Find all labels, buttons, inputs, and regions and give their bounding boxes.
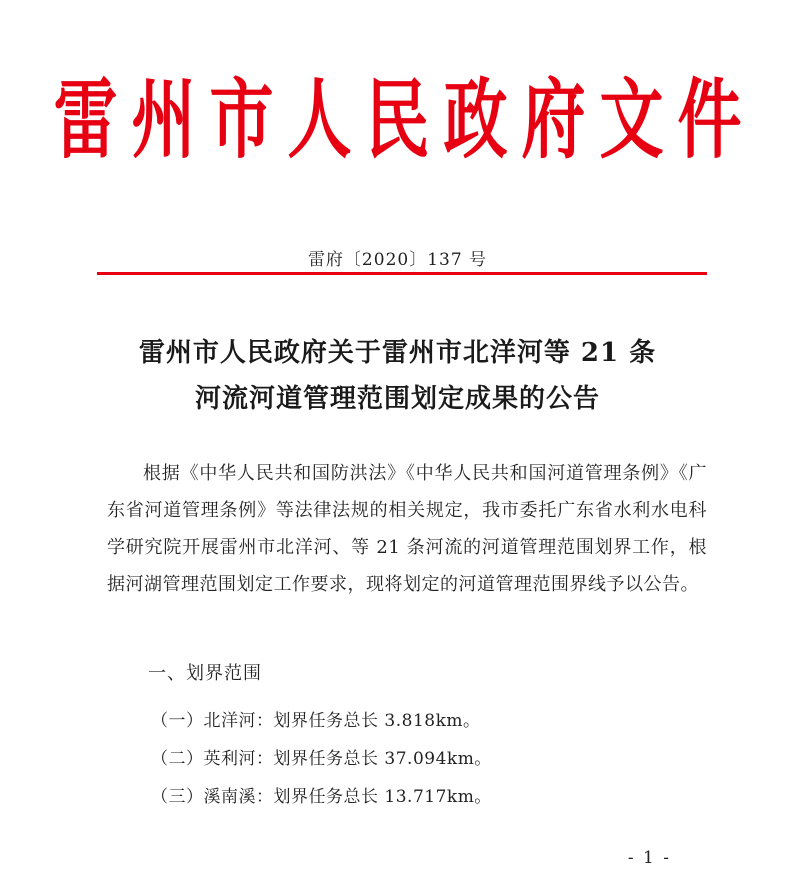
body-text	[107, 455, 707, 603]
document-masthead: 雷州市人民政府文件	[53, 69, 756, 172]
title-line-1: 雷州市人民政府关于雷州市北洋河等 21 条	[138, 338, 657, 368]
page-number: - 1 -	[627, 848, 671, 868]
section-heading-scope: 一、划界范围	[148, 663, 262, 684]
body-paragraph-1: 根据《中华人民共和国防洪法》《中华人民共和国河道管理条例》《广东省河道管理条例》等法律法规的相关规定，我市委托广东省水利水电科学研究院开展雷州市北洋河、等 21 条河流的河道管理范围划界工作，根据河湖管理范围划定工作要求，现将划定的河道管理范围界线予以公告。	[107, 463, 707, 595]
red-divider-line	[97, 272, 707, 275]
list-item: （二）英利河：划界任务总长 37.094km。	[151, 749, 492, 769]
scope-list	[151, 702, 492, 816]
document-number: 雷府〔2020〕137 号	[307, 250, 488, 270]
document-title	[0, 330, 795, 422]
list-item: （三）溪南溪：划界任务总长 13.717km。	[151, 787, 492, 807]
list-item: （一）北洋河：划界任务总长 3.818km。	[151, 711, 481, 731]
title-line-2: 河流河道管理范围划定成果的公告	[194, 384, 600, 414]
